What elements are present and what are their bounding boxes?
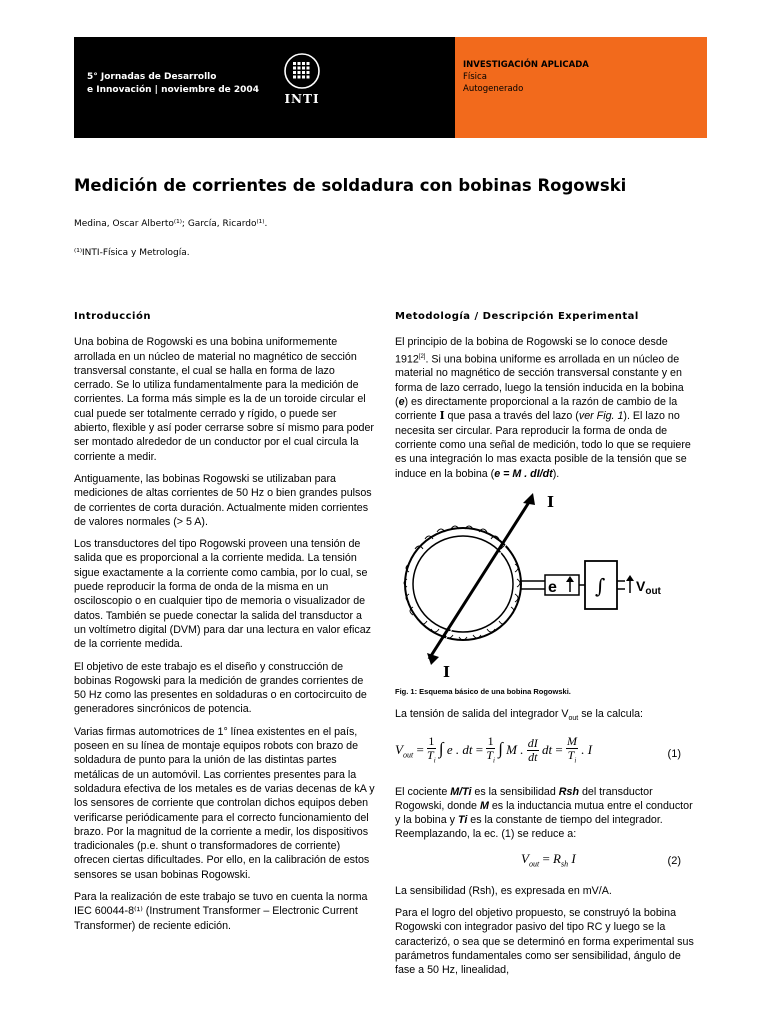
text-run: El principio de la bobina de Rogowski se lo conoce desde 1912 (395, 336, 668, 366)
text-run: El cociente (395, 785, 451, 798)
text-run: se la calcula: (578, 708, 643, 721)
symbol-ti: Ti (457, 814, 468, 827)
inline-formula: e = M . dI/dt (494, 467, 553, 480)
intro-paragraph-5: Varias firmas automotrices de 1° línea existentes en el país, poseen en su línea de montaje equipos robots con brazo de soldadura de punto para la unión de las distintas partes metálicas de un automóvil. Las corrientes presentes para la soldadura efectiva de los metales es de varias decenas de kA y los sensores de corriente que controlan dichos equipos deben verificarse periódicamente para el correcto funcionamiento del brazo. Por la magnitud de la corriente a medir, los dispositivos tradicionales (p.e. shunt o transformadores de corriente) ofrecen ciertas dificultades. Por ello, en la calibración de estos sensores se usan bobinas Rogowski. (74, 725, 375, 881)
type-label: Autogenerado (463, 84, 524, 94)
method-paragraph-5: Para el logro del objetivo propuesto, se construyó la bobina Rogowski con integrador pasivo del tipo RC y luego se la caracterizó, o sea que se determinó en forma experimental sus parámetros fundamentales como ser sensibilidad, ángulo de fase a 50 Hz, linealidad, (395, 907, 694, 977)
text-run: ). (552, 467, 560, 480)
text-run: que pasa a través del lazo ( (444, 410, 579, 423)
symbol-e: e (398, 396, 405, 409)
symbol-m: M (479, 799, 489, 812)
intro-paragraph-1: Una bobina de Rogowski es una bobina uniformemente arrollada en un núcleo de material no magnético de sección transversal constante, el cual se halla en forma de lazo cerrado. Se lo utiliza fundamentalmente para la medición de corrientes. La forma más simple es la de un toroide circular el cual puede ser totalmente cerrado y rígido, o puede ser abierto, flexible y así poder cerrarse sobre sí mismo para poder ser montado alrededor de un conductor por el cual circula la corriente a medir. (74, 336, 374, 463)
logo-text: INTI (284, 92, 320, 106)
subscript: out (568, 715, 579, 723)
method-paragraph-3 (395, 785, 695, 842)
paper-affiliation: ⁽¹⁾INTI-Física y Metrología. (74, 248, 190, 258)
symbol-m-ti: M/Ti (450, 785, 472, 798)
current-label-bottom: I (443, 662, 451, 679)
emf-label: e (548, 578, 557, 596)
event-line-2: e Innovación | noviembre de 2004 (87, 85, 259, 95)
vout-label-main: V (636, 577, 646, 594)
text-run: es la constante de tiempo del integrador. Reemplazando, la ec. (1) se reduce a: (395, 814, 663, 841)
equation-2-number: (2) (667, 854, 681, 867)
text-run: es la sensibilidad (471, 785, 559, 798)
method-paragraph-1 (395, 335, 695, 481)
text-run: La tensión de salida del integrador V (395, 708, 569, 721)
text-run: ) es directamente proporcional a la razón de cambio de la corriente (395, 396, 678, 423)
text-run: es la inductancia mutua entre el conductor y la bobina y (395, 799, 693, 827)
category-label: INVESTIGACIÓN APLICADA (463, 60, 589, 70)
method-heading: Metodología / Descripción Experimental (395, 311, 639, 322)
symbol-I: I (439, 409, 445, 423)
integrator-symbol: ∫ (595, 573, 606, 598)
intro-paragraph-3: Los transductores del tipo Rogowski proveen una tensión de salida que es proporcional a la corriente medida. La tensión sigue exactamente a la corriente como cambia, por lo cual, se puede reproducir la forma de onda de la misma en un osciloscopio o en cualquier tipo de memoria o visualizador de datos. También se puede conectar la salida del transductor a un voltímetro digital (DVM) para dar una lectura en valor eficaz de la corriente medida. (74, 538, 372, 651)
text-run: . Si una bobina uniforme es arrollada en un núcleo de material no magnético de sección transversal constante y en forma de lazo cerrado, luego la tensión inducida en la bobina ( (395, 353, 684, 409)
header-banner (74, 37, 707, 138)
equation-1-number: (1) (667, 747, 681, 760)
method-paragraph-4: La sensibilidad (Rsh), es expresada en mV/A. (395, 884, 612, 897)
left-column (74, 310, 375, 941)
inti-emblem-icon (283, 52, 321, 90)
method-paragraph-2 (395, 707, 695, 726)
equation-1: $V_{out}$ = $\frac{1}{T_i}$ ∫ e . dt = $\frac{1}{T_i}$ ∫ M . $\frac{dI}{dt}$ dt = $\frac{M}{T_i}$ . I (1) (395, 733, 681, 765)
intro-paragraph-4: El objetivo de este trabajo es el diseño y construcción de bobinas Rogowski para la medición de grandes corrientes de 50 Hz como las presentes en soldaduras o en cortocircuito de generadores sincrónicos de potencia. (74, 660, 367, 716)
vout-label (636, 578, 662, 597)
symbol-rsh: Rsh (558, 785, 579, 798)
paper-authors: Medina, Oscar Alberto⁽¹⁾; García, Ricardo⁽¹⁾. (74, 219, 268, 229)
right-column (395, 310, 695, 986)
rogowski-coil-diagram (395, 489, 695, 679)
banner-left-panel (74, 37, 455, 138)
intro-heading: Introducción (74, 311, 151, 322)
rogowski-figure (395, 489, 695, 679)
banner-right-panel (455, 37, 707, 138)
citation-ref: [2] (418, 353, 426, 360)
figure-caption: Fig. 1: Esquema básico de una bobina Rogowski. (395, 686, 571, 696)
current-label-top: I (547, 492, 555, 511)
intro-paragraph-6: Para la realización de este trabajo se tuvo en cuenta la norma IEC 60044-8⁽¹⁾ (Instrument Transformer – Electronic Current Transformer) de reciente edición. (74, 890, 368, 932)
area-label: Física (463, 72, 487, 82)
paper-title: Medición de corrientes de soldadura con bobinas Rogowski (74, 176, 627, 195)
equation-2: $V_{out} = R_{sh}$ I (2) (521, 850, 681, 869)
figure-ref: ver Fig. 1 (578, 410, 624, 423)
vout-label-sub: out (645, 585, 661, 597)
text-run: del transductor Rogowski, donde (395, 785, 653, 812)
text-run: ). El lazo no necesita ser circular. Para reproducir la forma de onda de corriente como una señal de medición, todo lo que se requiere es una integración lo mas exacta posible de la tensión que se induce en la bobina ( (395, 410, 691, 480)
event-line-1: 5° Jornadas de Desarrollo (87, 72, 217, 82)
event-title (87, 71, 259, 97)
inti-logo (280, 52, 324, 106)
intro-paragraph-2: Antiguamente, las bobinas Rogowski se utilizaban para mediciones de altas corrientes de 50 Hz o bien grandes pulsos de corrientes de corta duración. Actualmente miden corrientes de valores normales (> 5 A). (74, 472, 372, 528)
